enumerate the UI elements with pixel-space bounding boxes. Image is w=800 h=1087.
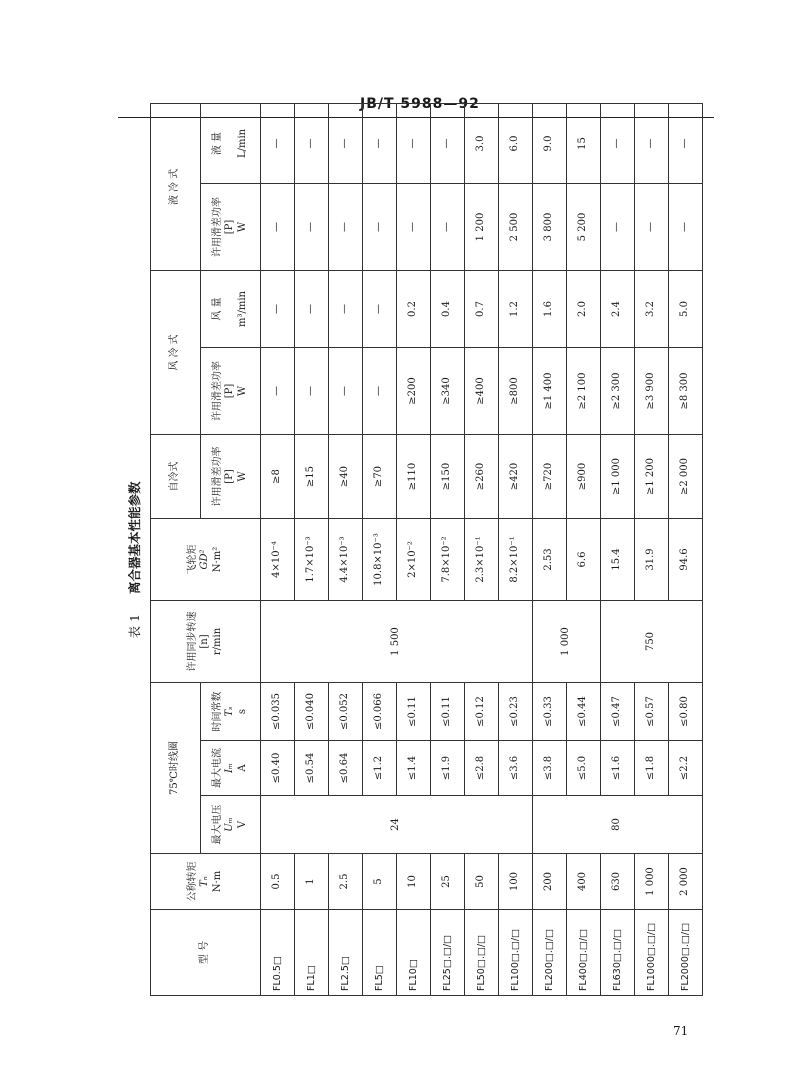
cell-model: FL2000□.□/□ xyxy=(669,910,703,996)
cell-liq-p: — xyxy=(295,183,329,270)
header-self-slip-power: 许用滑差功率 [P] W xyxy=(201,435,261,519)
cell-flywheel: 1.7×10⁻³ xyxy=(295,519,329,601)
table-row xyxy=(669,103,703,995)
cell-model: FL50□.□/□ xyxy=(465,910,499,996)
cell-torque: 10 xyxy=(397,854,431,910)
cell-self: ≥2 000 xyxy=(669,435,703,519)
header-time-constant: 时间常数 Tₛ s xyxy=(201,683,261,741)
table-caption xyxy=(120,124,150,996)
cell-air-q: — xyxy=(363,270,397,347)
cell-time: ≤0.040 xyxy=(295,683,329,741)
cell-liq-p: — xyxy=(329,183,363,270)
cell-liq-q: — xyxy=(635,103,669,183)
cell-air-p: ≥200 xyxy=(397,348,431,435)
cell-air-q: 1.2 xyxy=(499,270,533,347)
cell-time: ≤0.57 xyxy=(635,683,669,741)
cell-liq-q: — xyxy=(397,103,431,183)
cell-air-p: ≥2 100 xyxy=(567,348,601,435)
table-number: 表 1 xyxy=(127,614,142,639)
cell-liq-p: — xyxy=(669,183,703,270)
cell-current: ≤5.0 xyxy=(567,741,601,796)
cell-air-q: — xyxy=(261,270,295,347)
table-row xyxy=(601,103,635,995)
cell-liq-q: — xyxy=(329,103,363,183)
cell-model: FL1□ xyxy=(295,910,329,996)
cell-liq-p: — xyxy=(431,183,465,270)
table-row xyxy=(397,103,431,995)
header-model: 型 号 xyxy=(151,910,261,996)
cell-model: FL630□.□/□ xyxy=(601,910,635,996)
table-title: 离合器基本性能参数 xyxy=(127,481,142,595)
cell-liq-q: — xyxy=(295,103,329,183)
cell-liq-p: 3 800 xyxy=(533,183,567,270)
header-liquid-slip-power: 许用滑差功率 [P] W xyxy=(201,183,261,270)
table-row xyxy=(295,103,329,995)
cell-self: ≥70 xyxy=(363,435,397,519)
cell-current: ≤2.2 xyxy=(669,741,703,796)
header-flywheel: 飞轮矩 GD² N·m² xyxy=(151,519,261,601)
cell-liq-p: — xyxy=(363,183,397,270)
cell-air-q: 2.4 xyxy=(601,270,635,347)
cell-air-p: ≥340 xyxy=(431,348,465,435)
cell-current: ≤0.64 xyxy=(329,741,363,796)
cell-torque: 100 xyxy=(499,854,533,910)
cell-air-q: 5.0 xyxy=(669,270,703,347)
cell-current: ≤3.8 xyxy=(533,741,567,796)
cell-self: ≥420 xyxy=(499,435,533,519)
cell-model: FL400□.□/□ xyxy=(567,910,601,996)
cell-time: ≤0.47 xyxy=(601,683,635,741)
cell-model: FL5□ xyxy=(363,910,397,996)
cell-model: FL200□.□/□ xyxy=(533,910,567,996)
table-row xyxy=(261,103,295,995)
cell-torque: 1 000 xyxy=(635,854,669,910)
cell-air-p: — xyxy=(329,348,363,435)
cell-model: FL2.5□ xyxy=(329,910,363,996)
cell-liq-q: 3.0 xyxy=(465,103,499,183)
cell-flywheel: 15.4 xyxy=(601,519,635,601)
cell-current: ≤1.6 xyxy=(601,741,635,796)
table-row xyxy=(465,103,499,995)
cell-time: ≤0.80 xyxy=(669,683,703,741)
cell-air-p: ≥800 xyxy=(499,348,533,435)
cell-liq-q: 9.0 xyxy=(533,103,567,183)
cell-model: FL1000□.□/□ xyxy=(635,910,669,996)
cell-liq-q: 15 xyxy=(567,103,601,183)
cell-air-p: ≥8 300 xyxy=(669,348,703,435)
cell-liq-p: — xyxy=(261,183,295,270)
cell-torque: 1 xyxy=(295,854,329,910)
cell-air-p: ≥400 xyxy=(465,348,499,435)
cell-current: ≤0.54 xyxy=(295,741,329,796)
cell-torque: 0.5 xyxy=(261,854,295,910)
table-row xyxy=(635,103,669,995)
cell-current: ≤1.9 xyxy=(431,741,465,796)
table-row xyxy=(363,103,397,995)
cell-time: ≤0.052 xyxy=(329,683,363,741)
header-current: 最大电流 Iₘ A xyxy=(201,741,261,796)
cell-model: FL0.5□ xyxy=(261,910,295,996)
cell-air-p: — xyxy=(261,348,295,435)
table-row xyxy=(567,103,601,995)
cell-liq-p: 1 200 xyxy=(465,183,499,270)
header-air-volume: 风 量 m³/min xyxy=(201,270,261,347)
cell-flywheel: 10.8×10⁻³ xyxy=(363,519,397,601)
header-speed: 许用同步转速 [n] r/min xyxy=(151,601,261,683)
cell-self: ≥150 xyxy=(431,435,465,519)
cell-air-q: 0.7 xyxy=(465,270,499,347)
cell-self: ≥110 xyxy=(397,435,431,519)
page-number: 71 xyxy=(673,1024,689,1038)
cell-time: ≤0.035 xyxy=(261,683,295,741)
cell-torque: 400 xyxy=(567,854,601,910)
cell-air-q: 0.4 xyxy=(431,270,465,347)
cell-current: ≤1.2 xyxy=(363,741,397,796)
cell-air-p: ≥2 300 xyxy=(601,348,635,435)
cell-self: ≥15 xyxy=(295,435,329,519)
cell-model: FL10□ xyxy=(397,910,431,996)
cell-air-q: — xyxy=(329,270,363,347)
cell-flywheel: 2.3×10⁻¹ xyxy=(465,519,499,601)
cell-current: ≤2.8 xyxy=(465,741,499,796)
cell-current: ≤1.4 xyxy=(397,741,431,796)
cell-time: ≤0.11 xyxy=(431,683,465,741)
cell-liq-q: — xyxy=(669,103,703,183)
cell-liq-p: — xyxy=(635,183,669,270)
cell-self: ≥40 xyxy=(329,435,363,519)
cell-liq-q: — xyxy=(261,103,295,183)
cell-self: ≥8 xyxy=(261,435,295,519)
cell-liq-q: — xyxy=(363,103,397,183)
table-row xyxy=(329,103,363,995)
cell-torque: 2.5 xyxy=(329,854,363,910)
cell-model: FL100□.□/□ xyxy=(499,910,533,996)
cell-air-p: — xyxy=(363,348,397,435)
cell-time: ≤0.33 xyxy=(533,683,567,741)
cell-liq-p: — xyxy=(601,183,635,270)
cell-current: ≤3.6 xyxy=(499,741,533,796)
header-voltage: 最大电压 Uₘ V xyxy=(201,796,261,854)
header-liquid-volume: 液 量 L/min xyxy=(201,103,261,183)
cell-air-p: — xyxy=(295,348,329,435)
header-self-cool: 自冷式 xyxy=(151,435,201,519)
rotated-table-area xyxy=(120,124,700,996)
cell-flywheel: 2×10⁻² xyxy=(397,519,431,601)
cell-self: ≥900 xyxy=(567,435,601,519)
cell-liq-q: — xyxy=(601,103,635,183)
cell-time: ≤0.23 xyxy=(499,683,533,741)
cell-voltage-group: 80 xyxy=(533,796,703,854)
cell-torque: 630 xyxy=(601,854,635,910)
cell-current: ≤0.40 xyxy=(261,741,295,796)
cell-liq-q: 6.0 xyxy=(499,103,533,183)
header-air-slip-power: 许用滑差功率 [P] W xyxy=(201,348,261,435)
cell-torque: 5 xyxy=(363,854,397,910)
cell-time: ≤0.11 xyxy=(397,683,431,741)
cell-flywheel: 94.6 xyxy=(669,519,703,601)
cell-flywheel: 6.6 xyxy=(567,519,601,601)
cell-time: ≤0.12 xyxy=(465,683,499,741)
cell-liq-p: 2 500 xyxy=(499,183,533,270)
cell-flywheel: 4×10⁻⁴ xyxy=(261,519,295,601)
cell-torque: 200 xyxy=(533,854,567,910)
cell-liq-q: — xyxy=(431,103,465,183)
cell-air-p: ≥3 900 xyxy=(635,348,669,435)
cell-air-q: — xyxy=(295,270,329,347)
cell-self: ≥260 xyxy=(465,435,499,519)
table-row xyxy=(533,103,567,995)
cell-speed-group: 1 000 xyxy=(533,601,601,683)
cell-torque: 50 xyxy=(465,854,499,910)
cell-flywheel: 4.4×10⁻³ xyxy=(329,519,363,601)
cell-flywheel: 2.53 xyxy=(533,519,567,601)
cell-time: ≤0.066 xyxy=(363,683,397,741)
cell-torque: 2 000 xyxy=(669,854,703,910)
cell-air-p: ≥1 400 xyxy=(533,348,567,435)
cell-torque: 25 xyxy=(431,854,465,910)
cell-air-q: 3.2 xyxy=(635,270,669,347)
cell-air-q: 1.6 xyxy=(533,270,567,347)
cell-air-q: 0.2 xyxy=(397,270,431,347)
cell-model: FL25□.□/□ xyxy=(431,910,465,996)
header-air-cool: 风 冷 式 xyxy=(151,270,201,434)
cell-liq-p: — xyxy=(397,183,431,270)
cell-self: ≥1 200 xyxy=(635,435,669,519)
cell-air-q: 2.0 xyxy=(567,270,601,347)
cell-voltage-group: 24 xyxy=(261,796,533,854)
cell-speed-group: 1 500 xyxy=(261,601,533,683)
table-body xyxy=(261,103,703,995)
performance-table xyxy=(150,103,703,996)
cell-self: ≥1 000 xyxy=(601,435,635,519)
header-liquid-cool: 液 冷 式 xyxy=(151,103,201,270)
cell-time: ≤0.44 xyxy=(567,683,601,741)
cell-speed-group: 750 xyxy=(601,601,703,683)
table-row xyxy=(431,103,465,995)
cell-current: ≤1.8 xyxy=(635,741,669,796)
cell-flywheel: 31.9 xyxy=(635,519,669,601)
table-row xyxy=(499,103,533,995)
cell-liq-p: 5 200 xyxy=(567,183,601,270)
cell-self: ≥720 xyxy=(533,435,567,519)
header-coil-group: 75℃时线圈 xyxy=(151,683,201,854)
page-header: JB/T 5988—92 xyxy=(360,96,480,112)
cell-flywheel: 7.8×10⁻² xyxy=(431,519,465,601)
cell-flywheel: 8.2×10⁻¹ xyxy=(499,519,533,601)
header-torque: 公称转矩 Tₙ N·m xyxy=(151,854,261,910)
